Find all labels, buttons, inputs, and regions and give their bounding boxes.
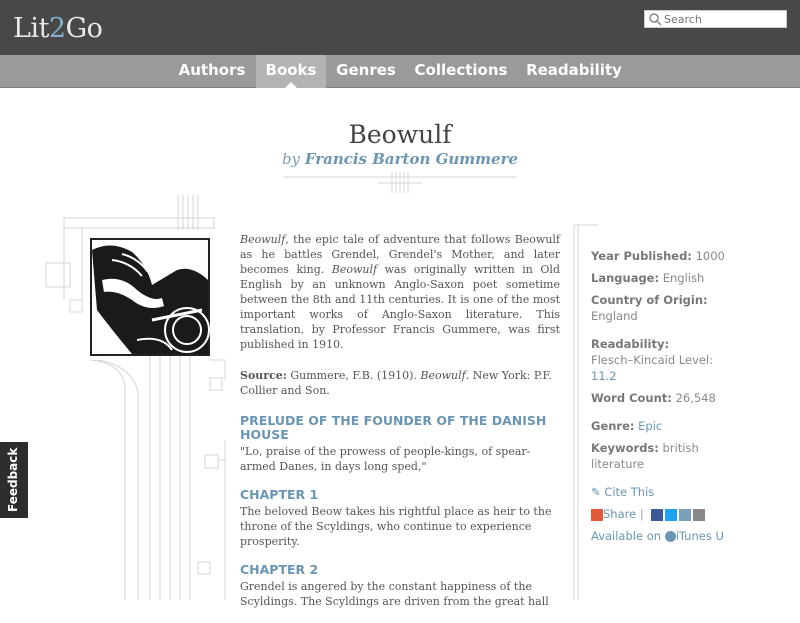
available-on-row — [591, 528, 741, 544]
readability-row — [591, 336, 741, 384]
country-row — [591, 292, 741, 324]
wordcount-row — [591, 390, 741, 406]
nav-books-label: Books — [265, 61, 317, 79]
keywords-label: Keywords: — [591, 441, 659, 455]
year-published-label: Year Published: — [591, 249, 692, 263]
search-input[interactable] — [664, 13, 784, 26]
email-icon[interactable] — [693, 509, 705, 521]
desc-text-2: was originally written in Old English by an unknown Anglo-Saxon poet sometime between the 8th and 11th centuries. It is one of the most important works of Anglo-Saxon literature. This translation, by Professor Francis Gummere, was first published in 1910. — [240, 263, 560, 351]
share-icons — [651, 509, 705, 521]
chapter-item — [240, 488, 560, 549]
country-value: England — [591, 309, 638, 323]
logo-text-right: Go — [65, 13, 103, 44]
main-nav — [0, 55, 800, 88]
cite-this-link[interactable]: ✎ Cite This — [591, 485, 655, 499]
site-logo[interactable] — [13, 13, 102, 44]
chapter-title-link[interactable]: CHAPTER 1 — [240, 487, 319, 502]
nav-collections[interactable]: Collections — [414, 61, 508, 79]
itunes-link[interactable]: iTunes U — [675, 529, 724, 543]
logo-text-left: Lit — [13, 13, 49, 44]
active-caret-icon — [285, 82, 297, 88]
search-icon — [648, 12, 662, 26]
chapter-description: "Lo, praise of the prowess of people-kings, of spear-armed Danes, in days long sped," — [240, 445, 531, 473]
share-plus-icon[interactable] — [591, 509, 603, 521]
search-box[interactable] — [644, 10, 787, 28]
site-header — [0, 0, 800, 55]
twitter-icon[interactable] — [665, 509, 677, 521]
book-source — [240, 368, 560, 398]
desc-title-1: Beowulf — [240, 233, 286, 246]
byline-by: by — [281, 150, 301, 168]
fk-label: Flesch–Kincaid Level: — [591, 353, 714, 367]
language-row — [591, 270, 741, 286]
language-value: English — [662, 271, 705, 285]
source-title: Beowulf — [420, 369, 466, 382]
keywords-value[interactable]: british literature — [591, 441, 699, 471]
available-label: Available on — [591, 529, 662, 543]
genre-label: Genre: — [591, 419, 635, 433]
year-published-value: 1000 — [695, 249, 725, 263]
desc-text-1: , the epic tale of adventure that follows Beowulf as he battles Grendel, Grendel's Mother, and later becomes king. — [240, 233, 560, 276]
facebook-icon[interactable] — [651, 509, 663, 521]
country-label: Country of Origin: — [591, 293, 708, 307]
book-details-sidebar — [591, 248, 741, 550]
author-link[interactable]: Francis Barton Gummere — [304, 150, 519, 168]
book-byline — [0, 150, 800, 168]
year-published-row — [591, 248, 741, 264]
nav-genres[interactable]: Genres — [336, 61, 396, 79]
book-title: Beowulf — [348, 120, 452, 149]
source-text-1: Gummere, F.B. (1910). — [286, 369, 421, 382]
chapter-item — [240, 563, 560, 609]
feedback-label: Feedback — [6, 447, 20, 512]
book-description — [240, 232, 560, 352]
fk-value-link[interactable]: 11.2 — [591, 369, 617, 383]
source-label: Source: — [240, 369, 287, 382]
book-content — [240, 232, 560, 623]
logo-text-number: 2 — [48, 13, 66, 44]
wordcount-value: 26,548 — [675, 391, 716, 405]
genre-row — [591, 418, 741, 434]
keywords-row — [591, 440, 741, 472]
feedback-tab[interactable] — [0, 441, 29, 519]
share-label[interactable]: Share — [603, 507, 637, 521]
nav-books[interactable] — [256, 55, 326, 88]
cover-illustration — [92, 240, 208, 354]
desc-title-2: Beowulf — [331, 263, 378, 276]
pinterest-icon[interactable] — [679, 509, 691, 521]
itunes-icon[interactable] — [665, 531, 676, 542]
genre-link[interactable]: Epic — [638, 419, 663, 433]
nav-authors[interactable]: Authors — [178, 61, 246, 79]
readability-label: Readability: — [591, 337, 670, 351]
wordcount-label: Word Count: — [591, 391, 672, 405]
nav-readability[interactable]: Readability — [526, 61, 622, 79]
chapter-description: Grendel is angered by the constant happiness of the Scyldings. The Scyldings are driven from the great hall — [240, 580, 549, 608]
chapter-description: The beloved Beow takes his rightful place as heir to the throne of the Scyldings, who continue to experience prosperity. — [240, 505, 552, 548]
book-cover-image — [90, 238, 210, 356]
language-label: Language: — [591, 271, 660, 285]
chapter-item — [240, 414, 560, 474]
chapter-title-link[interactable]: CHAPTER 2 — [240, 562, 319, 577]
chapter-title-link[interactable]: PRELUDE OF THE FOUNDER OF THE DANISH HOUSE — [240, 413, 547, 442]
source-text-2: . New York: P.F. Collier and Son. — [240, 369, 552, 397]
share-row: Share | — [591, 506, 741, 522]
